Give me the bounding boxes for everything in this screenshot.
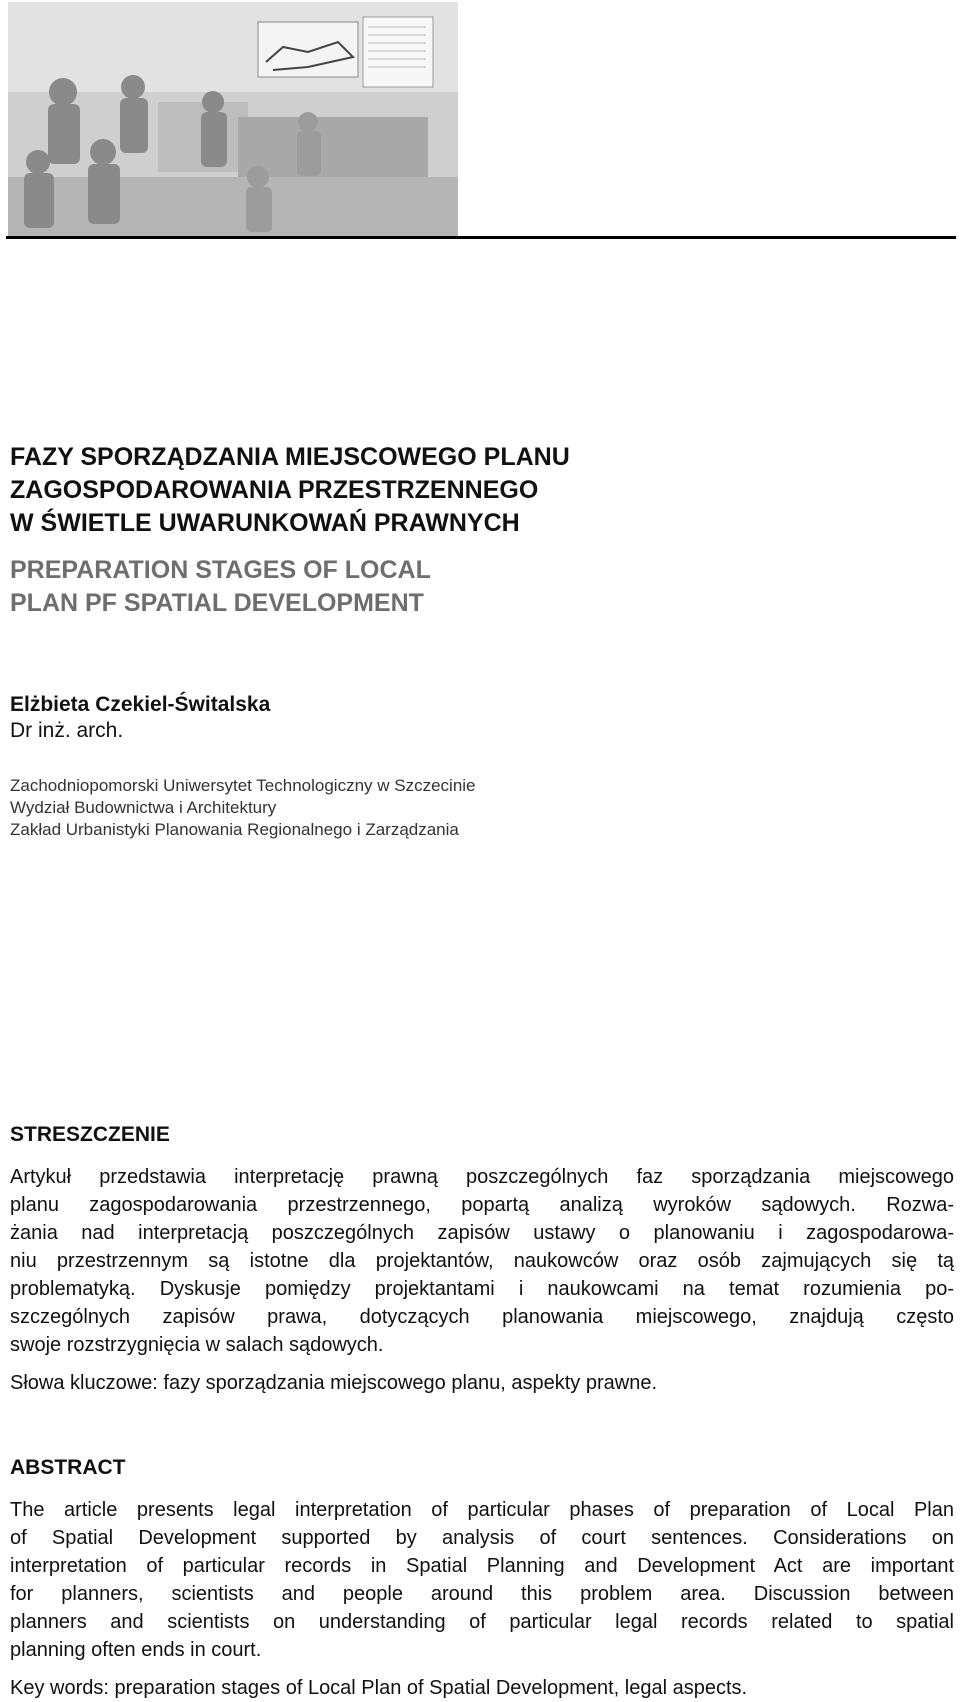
abstract-keywords [10, 1674, 954, 1702]
paragraph-line: planning often ends in court. [10, 1639, 262, 1661]
affiliation [10, 775, 476, 841]
title-english-line: PLAN PF SPATIAL DEVELOPMENT [10, 589, 424, 617]
paragraph-line: planners and scientists on understanding of particular legal records related to spatial [10, 1611, 954, 1633]
paragraph-line: swoje rozstrzygnięcia w salach sądowych. [10, 1334, 384, 1356]
affiliation-line: Zachodniopomorski Uniwersytet Technologiczny w Szczecinie [10, 776, 476, 795]
paragraph-line: żania nad interpretacją poszczególnych zapisów ustawy o planowaniu i zagospodarowa- [10, 1222, 954, 1244]
author-degree: Dr inż. arch. [10, 719, 124, 742]
paragraph-line: niu przestrzennym są istotne dla projektantów, naukowców oraz osób zajmujących się tą [10, 1250, 954, 1272]
author-name: Elżbieta Czekiel-Świtalska [10, 693, 271, 716]
streszczenie-body [10, 1163, 954, 1359]
title-polish-line: FAZY SPORZĄDZANIA MIEJSCOWEGO PLANU [10, 443, 570, 471]
title-polish [10, 441, 910, 540]
paragraph-line: problematyką. Dyskusje pomiędzy projektantami i naukowcami na temat rozumienia po- [10, 1278, 954, 1300]
header-rule [6, 236, 956, 239]
title-english-line: PREPARATION STAGES OF LOCAL [10, 556, 431, 584]
header-photo [8, 2, 458, 236]
paragraph-line: interpretation of particular records in Spatial Planning and Development Act are important [10, 1555, 954, 1577]
title-polish-line: ZAGOSPODAROWANIA PRZESTRZENNEGO [10, 476, 539, 504]
title-english [10, 554, 910, 620]
streszczenie-heading: STRESZCZENIE [10, 1123, 170, 1146]
paragraph-line: for planners, scientists and people around this problem area. Discussion between [10, 1583, 954, 1605]
paragraph-line: of Spatial Development supported by analysis of court sentences. Considerations on [10, 1527, 954, 1549]
affiliation-line: Zakład Urbanistyki Planowania Regionalnego i Zarządzania [10, 820, 459, 839]
paragraph-line: szczególnych zapisów prawa, dotyczących planowania miejscowego, znajdują często [10, 1306, 954, 1328]
abstract-body [10, 1496, 954, 1664]
paragraph-line: The article presents legal interpretation of particular phases of preparation of Local Plan [10, 1499, 954, 1521]
keywords-line: Key words: preparation stages of Local Plan of Spatial Development, legal aspects. [10, 1677, 748, 1699]
keywords-line: Słowa kluczowe: fazy sporządzania miejscowego planu, aspekty prawne. [10, 1372, 658, 1394]
title-polish-line: W ŚWIETLE UWARUNKOWAŃ PRAWNYCH [10, 509, 520, 537]
paragraph-line: planu zagospodarowania przestrzennego, popartą analizą wyroków sądowych. Rozwa- [10, 1194, 954, 1216]
paragraph-line: Artykuł przedstawia interpretację prawną poszczególnych faz sporządzania miejscowego [10, 1166, 954, 1188]
affiliation-line: Wydział Budownictwa i Architektury [10, 798, 277, 817]
photo-icon [8, 2, 458, 236]
streszczenie-keywords [10, 1369, 954, 1397]
abstract-heading: ABSTRACT [10, 1456, 126, 1479]
